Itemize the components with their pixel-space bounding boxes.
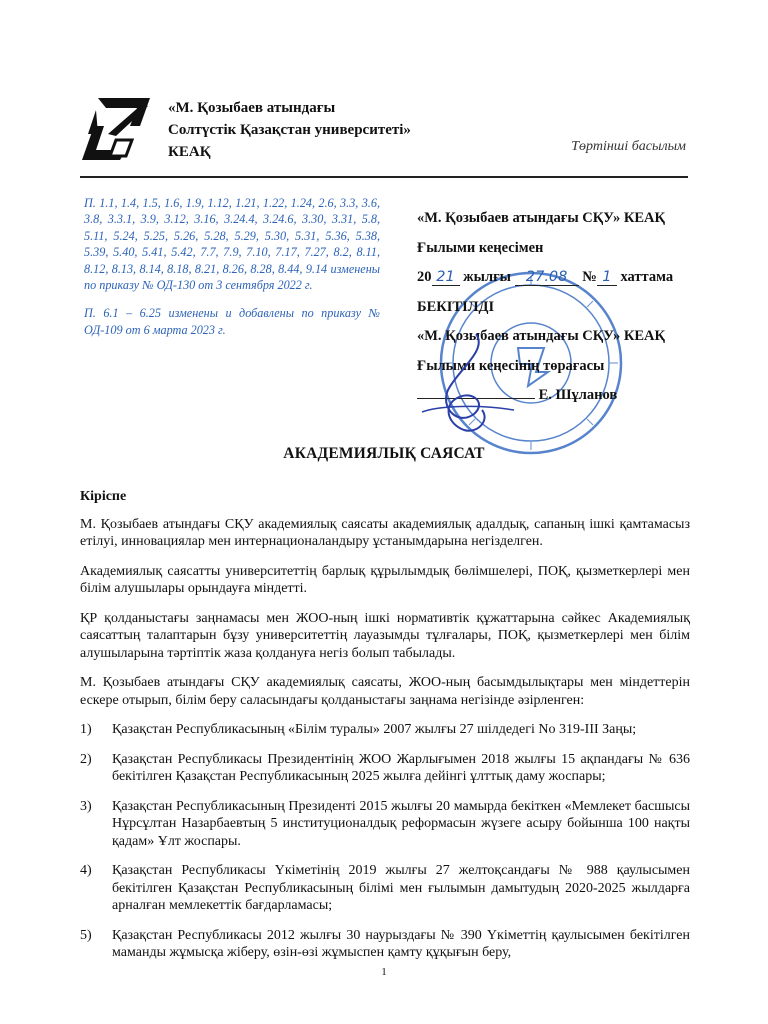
university-logo-icon [80, 96, 152, 162]
org-line-2: Солтүстік Қазақстан университеті» [168, 122, 411, 138]
page-number: 1 [381, 966, 387, 978]
section-heading: Кіріспе [80, 489, 127, 504]
handwritten-signature-icon [418, 330, 518, 440]
paragraph: М. Қозыбаев атындағы СҚУ академиялық саясаты академиялық адалдық, сапаның ішкі қамтамасыз етілуі, инновациялар мен интернационаландыру ұстанымдарына негізделген. [80, 516, 690, 549]
signatory-name: Е. Шұланов [538, 387, 618, 403]
approval-org-line-2: «М. Қозыбаев атындағы СҚУ» КЕАҚ [417, 328, 666, 344]
list-item [80, 798, 690, 851]
list-number: 4) [80, 863, 92, 878]
number-handwritten: 1 [597, 269, 617, 286]
amendment-note-2: П. 6.1 – 6.25 изменены и добавлены по приказу № ОД-109 от 6 марта 2023 г. [84, 306, 380, 337]
list-text: Қазақстан Республикасының Президенті 2015 жылғы 20 мамырда бекіткен «Мемлекет басшысы Нұрсұлтан Назарбаевтың 5 институционалдық реформасын жүзеге асыру бойынша 100 нақты қадам» Ұлт жоспары. [112, 798, 690, 849]
amendment-note-1: П. 1.1, 1.4, 1.5, 1.6, 1.9, 1.12, 1.21, 1.22, 1.24, 2.6, 3.3, 3.6, 3.8, 3.3.1, 3.9, 3.12, 3.16, 3.24.4, 3.24.6, 3.30, 3.31, 5.8, 5.11, 5.24, 5.25, 5.26, 5.28, 5.29, 5.30, 5.31, 5.36, 5.38, 5.39, 5.40, 5.41, 5.42, 7.7, 7.9, 7.10, 7.17, 7.27, 8.2, 8.11, 8.12, 8.13, 8.14, 8.18, 8.21, 8.26, 8.28, 8.44, 9.14 изменены по приказу № ОД-130 от 3 сентября 2022 г. [84, 196, 380, 293]
list-text: Қазақстан Республикасының «Білім туралы» 2007 жылғы 27 шілдедегі No 319-III Заңы; [112, 722, 637, 737]
paragraph: ҚР қолданыстағы заңнамасы мен ЖОО-ның ішкі нормативтік құжаттарына сәйкес Академиялық саясаттың талаптарын бұзу университеттің лауазымды тұлғалары, ПОҚ, қызметкерлері мен білім алушыларына тәртіптік жаза қолдануға негіз болып табылады. [80, 610, 690, 661]
chairman-line: Ғылыми кеңесінің төрағасы [417, 357, 605, 374]
date-handwritten: 27.08 [515, 269, 579, 286]
organization-name [168, 97, 411, 163]
approval-org-line: «М. Қозыбаев атындағы СҚУ» КЕАҚ [417, 210, 666, 226]
document-body [80, 488, 690, 974]
paragraph: Академиялық саясатты университеттің барлық құрылымдық бөлімшелері, ПОҚ, қызметкерлері мен білім алушылары орындауға міндетті. [80, 563, 690, 596]
org-line-3: КЕАҚ [168, 144, 211, 160]
year-word: жылғы [463, 269, 512, 285]
approved-label: БЕКІТІЛДІ [417, 298, 495, 315]
list-text: Қазақстан Республикасы 2012 жылғы 30 наурыздағы № 390 Үкіметтің қаулысымен бекітілген маманды жұмысқа жіберу, өзін-өзі жұмыспен қамту құқығын беру, [112, 927, 690, 960]
legal-basis-list [80, 721, 690, 962]
paragraph: М. Қозыбаев атындағы СҚУ академиялық саясаты, ЖОО-ның басымдылықтары мен міндеттерін ескере отырып, білім беру саласындағы қолданыстағы заңнама негізінде әзірленген: [80, 675, 690, 708]
list-number: 2) [80, 751, 92, 767]
year-handwritten: 21 [432, 269, 460, 286]
list-item [80, 862, 690, 915]
org-line-1: «М. Қозыбаев атындағы [168, 100, 336, 116]
list-number: 1) [80, 722, 92, 737]
list-text: Қазақстан Республикасы Президентінің ЖОО Жарлығымен 2018 жылғы 15 ақпандағы № 636 бекітілген Қазақстан Республикасының 2025 жылға дейінгі ұлттық даму жоспары; [112, 751, 690, 784]
number-sign: № [582, 269, 597, 285]
list-item [80, 721, 690, 739]
amendment-notes [84, 195, 380, 350]
document-title: АКАДЕМИЯЛЫҚ САЯСАТ [283, 445, 485, 462]
protocol-word: хаттама [620, 269, 674, 285]
year-prefix: 20 [417, 269, 432, 285]
list-item [80, 927, 690, 962]
list-number: 5) [80, 927, 92, 943]
list-item [80, 751, 690, 786]
edition-label: Төртінші басылым [571, 139, 686, 154]
approval-council-line: Ғылыми кеңесімен [417, 239, 544, 256]
header-divider [80, 176, 688, 178]
approval-protocol-line [417, 263, 673, 293]
list-text: Қазақстан Республикасы Үкіметінің 2019 жылғы 27 желтоқсандағы № 988 қаулысымен бекітілген Қазақстан Республикасының білімі мен ғылымын дамытудың 2020-2025 жылдарға арналған мемлекеттік бағдарламасы; [112, 863, 690, 913]
list-number: 3) [80, 798, 92, 814]
